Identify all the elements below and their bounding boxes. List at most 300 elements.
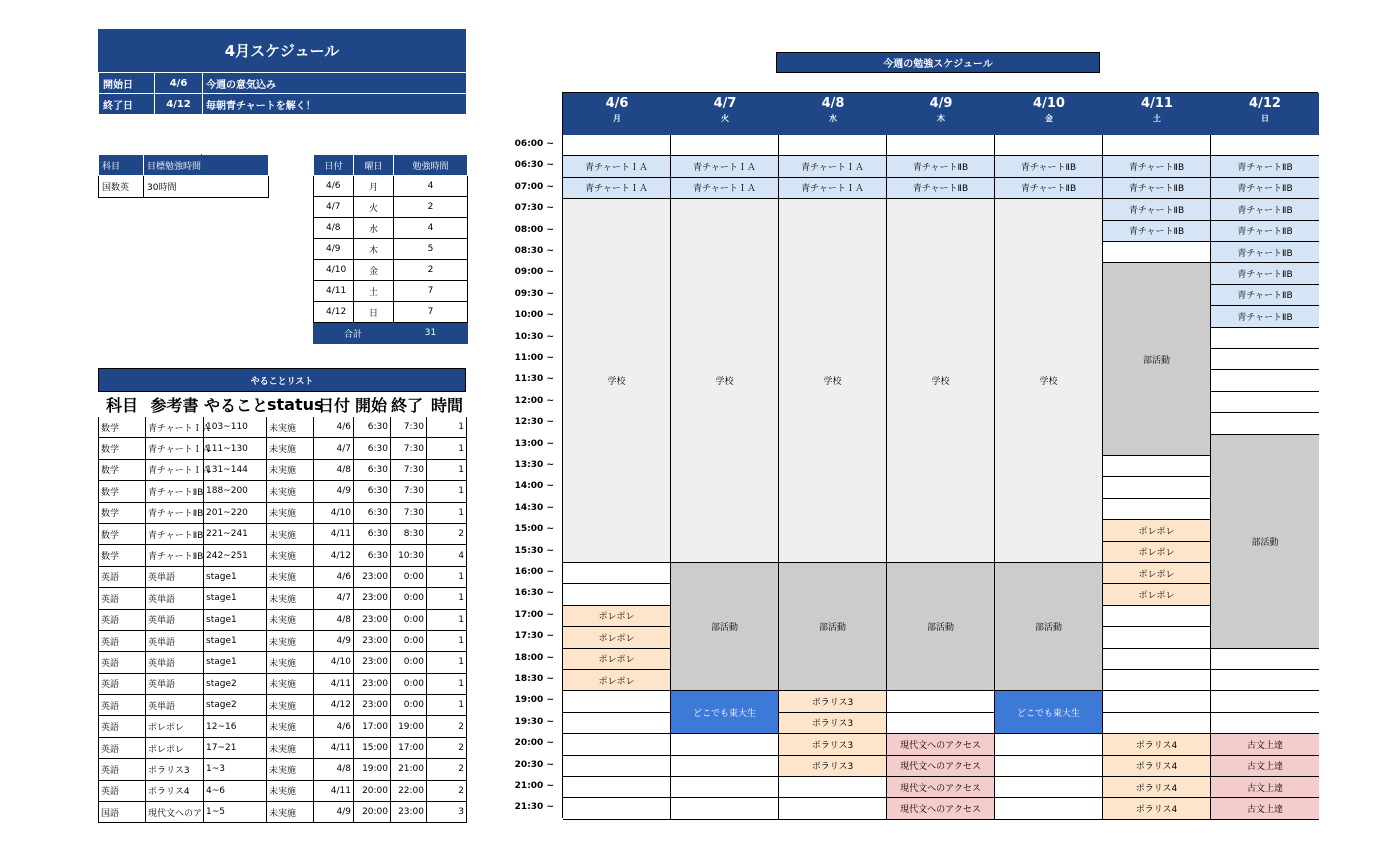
todo-hours-cell[interactable]: 1 bbox=[427, 481, 467, 502]
todo-hours-cell[interactable]: 2 bbox=[427, 759, 467, 780]
daily-weekday-cell[interactable]: 土 bbox=[354, 281, 394, 302]
daily-hours-cell[interactable]: 2 bbox=[394, 197, 468, 218]
todo-start-cell[interactable]: 23:00 bbox=[354, 588, 391, 609]
daily-date-cell[interactable]: 4/9 bbox=[314, 239, 354, 260]
daily-total-value[interactable]: 31 bbox=[394, 323, 468, 344]
empty-slot[interactable] bbox=[995, 135, 1103, 156]
schedule-block[interactable]: ポレポレ bbox=[1103, 520, 1211, 541]
todo-task-cell[interactable]: 131~144 bbox=[204, 459, 267, 480]
todo-book-cell[interactable]: 現代文へのア bbox=[146, 802, 204, 823]
todo-start-cell[interactable]: 19:00 bbox=[354, 759, 391, 780]
schedule-block[interactable]: ポレポレ bbox=[563, 670, 671, 691]
daily-date-cell[interactable]: 4/6 bbox=[314, 176, 354, 197]
todo-start-cell[interactable]: 23:00 bbox=[354, 695, 391, 716]
empty-slot[interactable] bbox=[1211, 713, 1319, 734]
todo-task-cell[interactable]: 103~110 bbox=[204, 417, 267, 438]
day-header[interactable] bbox=[671, 93, 780, 135]
empty-slot[interactable] bbox=[671, 756, 779, 777]
schedule-block[interactable]: 青チャートⅡB bbox=[1211, 178, 1319, 199]
todo-status-cell[interactable]: 未実施 bbox=[267, 502, 314, 523]
empty-slot[interactable] bbox=[1103, 456, 1211, 477]
todo-date-cell[interactable]: 4/9 bbox=[314, 481, 354, 502]
schedule-block[interactable]: 青チャートⅡB bbox=[1103, 178, 1211, 199]
todo-task-cell[interactable]: 17~21 bbox=[204, 737, 267, 758]
todo-date-cell[interactable]: 4/11 bbox=[314, 737, 354, 758]
todo-start-cell[interactable]: 20:00 bbox=[354, 780, 391, 801]
day-header[interactable] bbox=[1103, 93, 1212, 135]
schedule-block[interactable]: 現代文へのアクセス bbox=[887, 734, 995, 755]
todo-hours-cell[interactable]: 1 bbox=[427, 502, 467, 523]
schedule-block[interactable]: ポラリス4 bbox=[1103, 734, 1211, 755]
schedule-block[interactable]: 青チャートⅡB bbox=[887, 156, 995, 177]
empty-slot[interactable] bbox=[671, 798, 779, 819]
todo-task-cell[interactable]: 1~3 bbox=[204, 759, 267, 780]
motto-value[interactable]: 毎朝青チャートを解く！ bbox=[203, 94, 467, 115]
todo-subject-cell[interactable]: 国語 bbox=[99, 802, 146, 823]
todo-date-cell[interactable]: 4/12 bbox=[314, 695, 354, 716]
schedule-block[interactable]: 青チャートＩＡ bbox=[671, 178, 779, 199]
schedule-block[interactable]: ポラリス3 bbox=[779, 756, 887, 777]
todo-subject-cell[interactable]: 数学 bbox=[99, 459, 146, 480]
todo-status-cell[interactable]: 未実施 bbox=[267, 459, 314, 480]
todo-date-cell[interactable]: 4/8 bbox=[314, 759, 354, 780]
todo-status-cell[interactable]: 未実施 bbox=[267, 673, 314, 694]
todo-hours-cell[interactable]: 1 bbox=[427, 695, 467, 716]
todo-subject-cell[interactable]: 英語 bbox=[99, 588, 146, 609]
todo-book-cell[interactable]: ポラリス3 bbox=[146, 759, 204, 780]
todo-date-cell[interactable]: 4/7 bbox=[314, 438, 354, 459]
todo-header-end[interactable]: 終了 bbox=[391, 393, 427, 417]
todo-end-cell[interactable]: 0:00 bbox=[391, 588, 427, 609]
schedule-block[interactable]: ポレポレ bbox=[563, 606, 671, 627]
todo-book-cell[interactable]: 英単語 bbox=[146, 588, 204, 609]
todo-status-cell[interactable]: 未実施 bbox=[267, 609, 314, 630]
todo-subject-cell[interactable]: 数学 bbox=[99, 481, 146, 502]
empty-slot[interactable] bbox=[779, 798, 887, 819]
empty-slot[interactable] bbox=[563, 798, 671, 819]
schedule-block[interactable]: 古文上達 bbox=[1211, 734, 1319, 755]
todo-end-cell[interactable]: 7:30 bbox=[391, 459, 427, 480]
todo-task-cell[interactable]: stage2 bbox=[204, 673, 267, 694]
todo-task-cell[interactable]: 201~220 bbox=[204, 502, 267, 523]
schedule-block[interactable]: 青チャートＩＡ bbox=[779, 178, 887, 199]
todo-status-cell[interactable]: 未実施 bbox=[267, 695, 314, 716]
empty-slot[interactable] bbox=[1211, 349, 1319, 370]
todo-task-cell[interactable]: stage1 bbox=[204, 630, 267, 651]
empty-slot[interactable] bbox=[1211, 392, 1319, 413]
todo-end-cell[interactable]: 0:00 bbox=[391, 630, 427, 651]
todo-hours-cell[interactable]: 1 bbox=[427, 652, 467, 673]
todo-start-cell[interactable]: 6:30 bbox=[354, 417, 391, 438]
todo-status-cell[interactable]: 未実施 bbox=[267, 481, 314, 502]
todo-subject-cell[interactable]: 英語 bbox=[99, 759, 146, 780]
todo-date-cell[interactable]: 4/6 bbox=[314, 417, 354, 438]
todo-end-cell[interactable]: 0:00 bbox=[391, 566, 427, 587]
empty-slot[interactable] bbox=[1103, 606, 1211, 627]
daily-weekday-cell[interactable]: 木 bbox=[354, 239, 394, 260]
todo-date-cell[interactable]: 4/8 bbox=[314, 459, 354, 480]
day-header[interactable] bbox=[995, 93, 1104, 135]
daily-weekday-cell[interactable]: 月 bbox=[354, 176, 394, 197]
todo-start-cell[interactable]: 6:30 bbox=[354, 481, 391, 502]
schedule-block[interactable]: 青チャートⅡB bbox=[1211, 242, 1319, 263]
empty-slot[interactable] bbox=[563, 584, 671, 605]
todo-book-cell[interactable]: ポラリス4 bbox=[146, 780, 204, 801]
empty-slot[interactable] bbox=[887, 135, 995, 156]
schedule-block[interactable]: 青チャートⅡB bbox=[995, 156, 1103, 177]
schedule-block[interactable]: 部活動 bbox=[995, 563, 1103, 691]
todo-date-cell[interactable]: 4/6 bbox=[314, 566, 354, 587]
empty-slot[interactable] bbox=[563, 756, 671, 777]
schedule-block[interactable]: どこでも東大生 bbox=[995, 691, 1103, 734]
empty-slot[interactable] bbox=[1211, 135, 1319, 156]
todo-subject-cell[interactable]: 英語 bbox=[99, 609, 146, 630]
todo-end-cell[interactable]: 19:00 bbox=[391, 716, 427, 737]
todo-hours-cell[interactable]: 2 bbox=[427, 780, 467, 801]
todo-date-cell[interactable]: 4/11 bbox=[314, 780, 354, 801]
schedule-block[interactable]: 青チャートⅡB bbox=[1211, 199, 1319, 220]
schedule-block[interactable]: ポレポレ bbox=[563, 627, 671, 648]
todo-book-cell[interactable]: 英単語 bbox=[146, 630, 204, 651]
todo-start-cell[interactable]: 6:30 bbox=[354, 523, 391, 544]
todo-status-cell[interactable]: 未実施 bbox=[267, 716, 314, 737]
empty-slot[interactable] bbox=[1211, 691, 1319, 712]
todo-start-cell[interactable]: 6:30 bbox=[354, 438, 391, 459]
empty-slot[interactable] bbox=[1103, 627, 1211, 648]
todo-task-cell[interactable]: 188~200 bbox=[204, 481, 267, 502]
todo-subject-cell[interactable]: 英語 bbox=[99, 695, 146, 716]
empty-slot[interactable] bbox=[1103, 670, 1211, 691]
day-header[interactable] bbox=[1211, 93, 1319, 135]
schedule-block[interactable]: 部活動 bbox=[1103, 263, 1211, 456]
empty-slot[interactable] bbox=[779, 135, 887, 156]
goal-header-hours[interactable]: 目標勉強時間 bbox=[144, 155, 202, 176]
schedule-block[interactable]: 青チャートⅡB bbox=[1211, 306, 1319, 327]
todo-status-cell[interactable]: 未実施 bbox=[267, 780, 314, 801]
todo-task-cell[interactable]: 111~130 bbox=[204, 438, 267, 459]
todo-subject-cell[interactable]: 英語 bbox=[99, 630, 146, 651]
todo-book-cell[interactable]: 青チャートⅡB bbox=[146, 502, 204, 523]
todo-start-cell[interactable]: 23:00 bbox=[354, 630, 391, 651]
daily-hours-cell[interactable]: 7 bbox=[394, 302, 468, 323]
todo-date-cell[interactable]: 4/9 bbox=[314, 802, 354, 823]
todo-end-cell[interactable]: 17:00 bbox=[391, 737, 427, 758]
todo-book-cell[interactable]: 青チャートＩＡ bbox=[146, 417, 204, 438]
daily-date-cell[interactable]: 4/12 bbox=[314, 302, 354, 323]
todo-hours-cell[interactable]: 1 bbox=[427, 673, 467, 694]
start-date-label[interactable]: 開始日 bbox=[99, 73, 155, 94]
schedule-block[interactable]: 古文上達 bbox=[1211, 756, 1319, 777]
todo-book-cell[interactable]: 青チャートＩＡ bbox=[146, 459, 204, 480]
schedule-block[interactable]: ポラリス4 bbox=[1103, 756, 1211, 777]
todo-date-cell[interactable]: 4/11 bbox=[314, 673, 354, 694]
empty-slot[interactable] bbox=[995, 756, 1103, 777]
todo-hours-cell[interactable]: 3 bbox=[427, 802, 467, 823]
schedule-block[interactable]: 青チャートＩＡ bbox=[563, 156, 671, 177]
schedule-block[interactable]: 古文上達 bbox=[1211, 798, 1319, 819]
empty-slot[interactable] bbox=[671, 777, 779, 798]
todo-end-cell[interactable]: 7:30 bbox=[391, 438, 427, 459]
empty-slot[interactable] bbox=[563, 563, 671, 584]
todo-book-cell[interactable]: ポレポレ bbox=[146, 716, 204, 737]
daily-date-cell[interactable]: 4/8 bbox=[314, 218, 354, 239]
todo-start-cell[interactable]: 23:00 bbox=[354, 652, 391, 673]
empty-slot[interactable] bbox=[1103, 135, 1211, 156]
daily-date-cell[interactable]: 4/7 bbox=[314, 197, 354, 218]
todo-book-cell[interactable]: 青チャートⅡB bbox=[146, 545, 204, 566]
todo-hours-cell[interactable]: 1 bbox=[427, 630, 467, 651]
schedule-block[interactable]: 青チャートＩＡ bbox=[563, 178, 671, 199]
todo-subject-cell[interactable]: 数学 bbox=[99, 438, 146, 459]
schedule-block[interactable]: 青チャートＩＡ bbox=[779, 156, 887, 177]
daily-hours-cell[interactable]: 5 bbox=[394, 239, 468, 260]
end-date-label[interactable]: 終了日 bbox=[99, 94, 155, 115]
schedule-block[interactable]: 学校 bbox=[779, 199, 887, 563]
schedule-block[interactable]: ポレポレ bbox=[1103, 542, 1211, 563]
todo-header-book[interactable]: 参考書 bbox=[146, 393, 204, 417]
empty-slot[interactable] bbox=[563, 135, 671, 156]
todo-end-cell[interactable]: 7:30 bbox=[391, 502, 427, 523]
todo-task-cell[interactable]: 242~251 bbox=[204, 545, 267, 566]
schedule-block[interactable]: 青チャートＩＡ bbox=[671, 156, 779, 177]
todo-end-cell[interactable]: 8:30 bbox=[391, 523, 427, 544]
schedule-block[interactable]: 学校 bbox=[995, 199, 1103, 563]
todo-subject-cell[interactable]: 数学 bbox=[99, 417, 146, 438]
empty-slot[interactable] bbox=[995, 777, 1103, 798]
todo-end-cell[interactable]: 0:00 bbox=[391, 695, 427, 716]
goal-subject-cell[interactable]: 国数英 bbox=[99, 176, 144, 198]
todo-hours-cell[interactable]: 1 bbox=[427, 459, 467, 480]
todo-date-cell[interactable]: 4/8 bbox=[314, 609, 354, 630]
schedule-block[interactable]: 部活動 bbox=[671, 563, 779, 691]
schedule-block[interactable]: ポラリス4 bbox=[1103, 798, 1211, 819]
daily-hours-cell[interactable]: 4 bbox=[394, 176, 468, 197]
schedule-block[interactable]: ポレポレ bbox=[1103, 563, 1211, 584]
todo-hours-cell[interactable]: 1 bbox=[427, 588, 467, 609]
goal-hours-cell[interactable]: 30時間 bbox=[144, 176, 269, 198]
schedule-block[interactable]: 青チャートⅡB bbox=[1103, 199, 1211, 220]
todo-header-date[interactable]: 日付 bbox=[314, 393, 354, 417]
todo-header-hours[interactable]: 時間 bbox=[427, 393, 467, 417]
daily-date-cell[interactable]: 4/10 bbox=[314, 260, 354, 281]
todo-hours-cell[interactable]: 2 bbox=[427, 737, 467, 758]
todo-end-cell[interactable]: 7:30 bbox=[391, 417, 427, 438]
daily-hours-cell[interactable]: 7 bbox=[394, 281, 468, 302]
todo-date-cell[interactable]: 4/9 bbox=[314, 630, 354, 651]
schedule-block[interactable]: ポラリス3 bbox=[779, 691, 887, 712]
todo-status-cell[interactable]: 未実施 bbox=[267, 630, 314, 651]
empty-slot[interactable] bbox=[1211, 670, 1319, 691]
todo-book-cell[interactable]: 英単語 bbox=[146, 652, 204, 673]
day-header[interactable] bbox=[887, 93, 996, 135]
schedule-block[interactable]: 現代文へのアクセス bbox=[887, 777, 995, 798]
schedule-block[interactable]: 青チャートⅡB bbox=[1211, 156, 1319, 177]
empty-slot[interactable] bbox=[563, 777, 671, 798]
todo-book-cell[interactable]: 英単語 bbox=[146, 566, 204, 587]
empty-slot[interactable] bbox=[887, 691, 995, 712]
schedule-block[interactable]: ポラリス3 bbox=[779, 734, 887, 755]
todo-status-cell[interactable]: 未実施 bbox=[267, 737, 314, 758]
todo-end-cell[interactable]: 23:00 bbox=[391, 802, 427, 823]
empty-slot[interactable] bbox=[995, 734, 1103, 755]
empty-slot[interactable] bbox=[1103, 691, 1211, 712]
empty-slot[interactable] bbox=[1211, 649, 1319, 670]
todo-date-cell[interactable]: 4/10 bbox=[314, 502, 354, 523]
todo-book-cell[interactable]: ポレポレ bbox=[146, 737, 204, 758]
schedule-block[interactable]: 学校 bbox=[671, 199, 779, 563]
schedule-block[interactable]: ポレポレ bbox=[1103, 584, 1211, 605]
schedule-block[interactable]: ポラリス3 bbox=[779, 713, 887, 734]
todo-status-cell[interactable]: 未実施 bbox=[267, 802, 314, 823]
todo-hours-cell[interactable]: 2 bbox=[427, 523, 467, 544]
todo-end-cell[interactable]: 22:00 bbox=[391, 780, 427, 801]
daily-weekday-cell[interactable]: 水 bbox=[354, 218, 394, 239]
todo-hours-cell[interactable]: 1 bbox=[427, 566, 467, 587]
daily-weekday-cell[interactable]: 日 bbox=[354, 302, 394, 323]
todo-hours-cell[interactable]: 1 bbox=[427, 417, 467, 438]
todo-book-cell[interactable]: 青チャートＩＡ bbox=[146, 438, 204, 459]
todo-task-cell[interactable]: stage1 bbox=[204, 566, 267, 587]
daily-hours-cell[interactable]: 4 bbox=[394, 218, 468, 239]
schedule-block[interactable]: 青チャートⅡB bbox=[1103, 156, 1211, 177]
empty-slot[interactable] bbox=[1103, 477, 1211, 498]
daily-total-label[interactable]: 合計 bbox=[314, 323, 394, 344]
todo-start-cell[interactable]: 23:00 bbox=[354, 673, 391, 694]
todo-start-cell[interactable]: 17:00 bbox=[354, 716, 391, 737]
todo-book-cell[interactable]: 青チャートⅡB bbox=[146, 481, 204, 502]
todo-task-cell[interactable]: stage1 bbox=[204, 588, 267, 609]
day-header[interactable] bbox=[779, 93, 888, 135]
empty-slot[interactable] bbox=[1211, 413, 1319, 434]
todo-start-cell[interactable]: 6:30 bbox=[354, 502, 391, 523]
todo-start-cell[interactable]: 23:00 bbox=[354, 609, 391, 630]
daily-header-hours[interactable]: 勉強時間 bbox=[394, 155, 468, 176]
daily-header-weekday[interactable]: 曜日 bbox=[354, 155, 394, 176]
todo-book-cell[interactable]: 英単語 bbox=[146, 609, 204, 630]
todo-subject-cell[interactable]: 英語 bbox=[99, 737, 146, 758]
empty-slot[interactable] bbox=[671, 135, 779, 156]
daily-weekday-cell[interactable]: 金 bbox=[354, 260, 394, 281]
todo-start-cell[interactable]: 20:00 bbox=[354, 802, 391, 823]
todo-status-cell[interactable]: 未実施 bbox=[267, 652, 314, 673]
todo-date-cell[interactable]: 4/10 bbox=[314, 652, 354, 673]
schedule-block[interactable]: 学校 bbox=[887, 199, 995, 563]
todo-task-cell[interactable]: 12~16 bbox=[204, 716, 267, 737]
empty-slot[interactable] bbox=[995, 798, 1103, 819]
empty-slot[interactable] bbox=[563, 691, 671, 712]
todo-subject-cell[interactable]: 数学 bbox=[99, 502, 146, 523]
empty-slot[interactable] bbox=[779, 777, 887, 798]
schedule-block[interactable]: 現代文へのアクセス bbox=[887, 756, 995, 777]
schedule-block[interactable]: 青チャートⅡB bbox=[1103, 221, 1211, 242]
todo-subject-cell[interactable]: 英語 bbox=[99, 566, 146, 587]
schedule-block[interactable]: 学校 bbox=[563, 199, 671, 563]
daily-weekday-cell[interactable]: 火 bbox=[354, 197, 394, 218]
schedule-block[interactable]: 青チャートⅡB bbox=[1211, 221, 1319, 242]
schedule-block[interactable]: ポレポレ bbox=[563, 649, 671, 670]
todo-task-cell[interactable]: stage1 bbox=[204, 609, 267, 630]
schedule-block[interactable]: 青チャートⅡB bbox=[1211, 263, 1319, 284]
todo-end-cell[interactable]: 0:00 bbox=[391, 673, 427, 694]
todo-task-cell[interactable]: 1~5 bbox=[204, 802, 267, 823]
todo-header-start[interactable]: 開始 bbox=[354, 393, 391, 417]
daily-hours-cell[interactable]: 2 bbox=[394, 260, 468, 281]
daily-date-cell[interactable]: 4/11 bbox=[314, 281, 354, 302]
empty-slot[interactable] bbox=[1103, 499, 1211, 520]
todo-task-cell[interactable]: stage1 bbox=[204, 652, 267, 673]
todo-date-cell[interactable]: 4/12 bbox=[314, 545, 354, 566]
goal-header-subject[interactable]: 科目 bbox=[99, 155, 144, 176]
todo-task-cell[interactable]: stage2 bbox=[204, 695, 267, 716]
schedule-block[interactable]: ポラリス4 bbox=[1103, 777, 1211, 798]
goal-header-filler[interactable] bbox=[202, 155, 269, 176]
todo-status-cell[interactable]: 未実施 bbox=[267, 417, 314, 438]
todo-hours-cell[interactable]: 2 bbox=[427, 716, 467, 737]
daily-header-date[interactable]: 日付 bbox=[314, 155, 354, 176]
empty-slot[interactable] bbox=[1103, 242, 1211, 263]
todo-header-status[interactable]: status bbox=[267, 393, 314, 417]
todo-subject-cell[interactable]: 数学 bbox=[99, 545, 146, 566]
todo-book-cell[interactable]: 英単語 bbox=[146, 673, 204, 694]
day-header[interactable] bbox=[563, 93, 672, 135]
todo-end-cell[interactable]: 0:00 bbox=[391, 652, 427, 673]
todo-hours-cell[interactable]: 4 bbox=[427, 545, 467, 566]
schedule-block[interactable]: 部活動 bbox=[887, 563, 995, 691]
todo-start-cell[interactable]: 6:30 bbox=[354, 545, 391, 566]
todo-status-cell[interactable]: 未実施 bbox=[267, 523, 314, 544]
empty-slot[interactable] bbox=[1103, 713, 1211, 734]
empty-slot[interactable] bbox=[1211, 328, 1319, 349]
schedule-block[interactable]: 青チャートⅡB bbox=[995, 178, 1103, 199]
todo-start-cell[interactable]: 15:00 bbox=[354, 737, 391, 758]
todo-end-cell[interactable]: 7:30 bbox=[391, 481, 427, 502]
todo-subject-cell[interactable]: 英語 bbox=[99, 780, 146, 801]
schedule-block[interactable]: 現代文へのアクセス bbox=[887, 798, 995, 819]
empty-slot[interactable] bbox=[563, 713, 671, 734]
schedule-block[interactable]: どこでも東大生 bbox=[671, 691, 779, 734]
todo-start-cell[interactable]: 6:30 bbox=[354, 459, 391, 480]
todo-subject-cell[interactable]: 英語 bbox=[99, 652, 146, 673]
todo-date-cell[interactable]: 4/7 bbox=[314, 588, 354, 609]
todo-task-cell[interactable]: 221~241 bbox=[204, 523, 267, 544]
todo-subject-cell[interactable]: 数学 bbox=[99, 523, 146, 544]
schedule-block[interactable]: 青チャートⅡB bbox=[887, 178, 995, 199]
todo-subject-cell[interactable]: 英語 bbox=[99, 673, 146, 694]
todo-status-cell[interactable]: 未実施 bbox=[267, 566, 314, 587]
empty-slot[interactable] bbox=[1103, 649, 1211, 670]
todo-subject-cell[interactable]: 英語 bbox=[99, 716, 146, 737]
todo-book-cell[interactable]: 英単語 bbox=[146, 695, 204, 716]
todo-end-cell[interactable]: 0:00 bbox=[391, 609, 427, 630]
todo-status-cell[interactable]: 未実施 bbox=[267, 438, 314, 459]
todo-date-cell[interactable]: 4/6 bbox=[314, 716, 354, 737]
schedule-block[interactable]: 部活動 bbox=[779, 563, 887, 691]
todo-task-cell[interactable]: 4~6 bbox=[204, 780, 267, 801]
todo-end-cell[interactable]: 10:30 bbox=[391, 545, 427, 566]
todo-start-cell[interactable]: 23:00 bbox=[354, 566, 391, 587]
todo-hours-cell[interactable]: 1 bbox=[427, 609, 467, 630]
motto-label[interactable]: 今週の意気込み bbox=[203, 73, 467, 94]
empty-slot[interactable] bbox=[1211, 370, 1319, 391]
start-date-value[interactable]: 4/6 bbox=[155, 73, 203, 94]
todo-hours-cell[interactable]: 1 bbox=[427, 438, 467, 459]
todo-date-cell[interactable]: 4/11 bbox=[314, 523, 354, 544]
schedule-block[interactable]: 青チャートⅡB bbox=[1211, 285, 1319, 306]
schedule-block[interactable]: 部活動 bbox=[1211, 435, 1319, 649]
todo-status-cell[interactable]: 未実施 bbox=[267, 759, 314, 780]
todo-book-cell[interactable]: 青チャートⅡB bbox=[146, 523, 204, 544]
empty-slot[interactable] bbox=[671, 734, 779, 755]
